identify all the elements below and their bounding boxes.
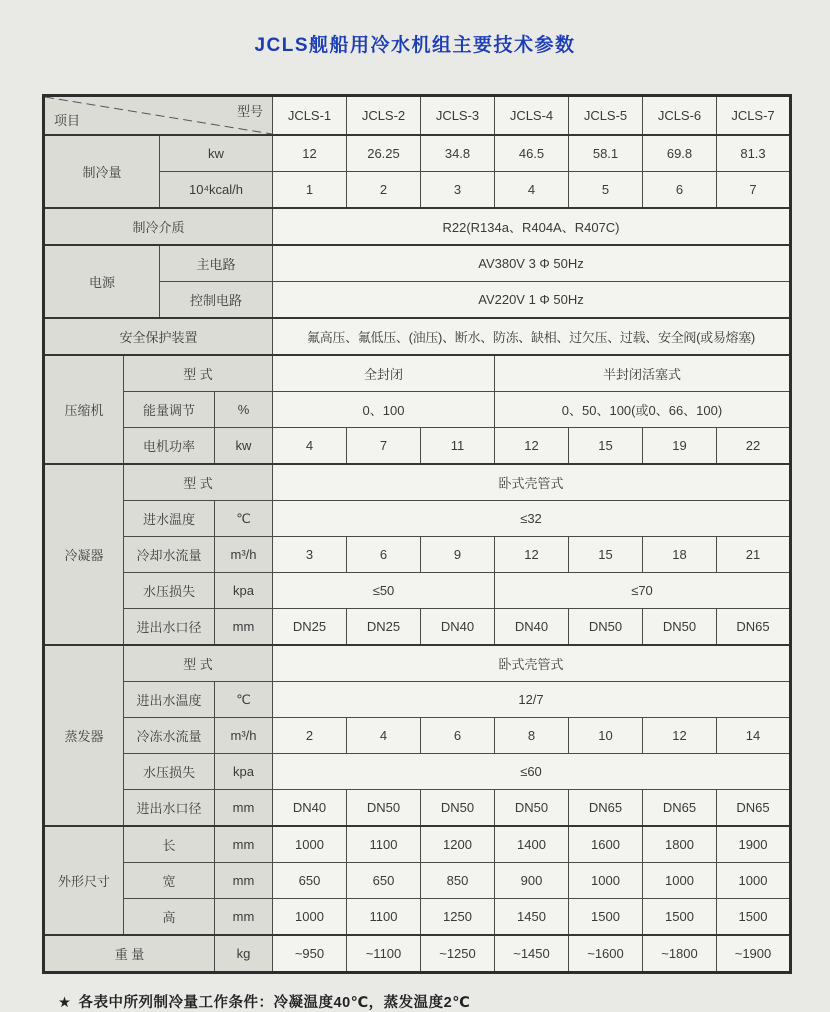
table-cell: 58.1 (569, 135, 643, 172)
table-cell: DN25 (347, 609, 421, 646)
row-compressor-energy (44, 392, 791, 428)
table-cell: DN50 (421, 790, 495, 827)
weight-unit: kg (215, 935, 273, 973)
table-cell: 11 (421, 428, 495, 465)
table-cell: 1400 (495, 826, 569, 863)
power-main-label: 主电路 (160, 245, 273, 282)
table-cell: 2 (347, 172, 421, 209)
table-cell: 1900 (717, 826, 791, 863)
model-name: JCLS-6 (643, 96, 717, 136)
table-cell: 5 (569, 172, 643, 209)
table-cell: ~1800 (643, 935, 717, 973)
table-cell: DN40 (495, 609, 569, 646)
row-safety (44, 318, 791, 355)
table-cell: 4 (273, 428, 347, 465)
table-cell: 21 (717, 537, 791, 573)
condenser-type-value: 卧式壳管式 (273, 464, 791, 501)
row-condenser-temp (44, 501, 791, 537)
table-cell: 1800 (643, 826, 717, 863)
row-refrigerant (44, 208, 791, 245)
item-header-label: 项目 (54, 113, 81, 128)
condenser-loss-right: ≤70 (495, 573, 791, 609)
table-cell: 9 (421, 537, 495, 573)
dimension-width-label: 宽 (124, 863, 215, 899)
table-cell: 1000 (273, 826, 347, 863)
evaporator-type-label: 型 式 (124, 645, 273, 682)
row-dimension-width (44, 863, 791, 899)
row-weight (44, 935, 791, 973)
header-diagonal-cell (44, 96, 273, 136)
condenser-loss-unit: kpa (215, 573, 273, 609)
dimensions-group-label: 外形尺寸 (44, 826, 124, 935)
table-cell: 3 (421, 172, 495, 209)
row-evaporator-temp (44, 682, 791, 718)
table-cell: DN50 (347, 790, 421, 827)
compressor-type-label: 型 式 (124, 355, 273, 392)
table-cell: ~1450 (495, 935, 569, 973)
refrigerant-label: 制冷介质 (44, 208, 273, 245)
safety-label: 安全保护装置 (44, 318, 273, 355)
table-cell: 1500 (569, 899, 643, 936)
dimension-height-label: 高 (124, 899, 215, 936)
row-cooling-kw (44, 135, 791, 172)
table-cell: 12 (643, 718, 717, 754)
condenser-flow-unit: m³/h (215, 537, 273, 573)
table-cell: 15 (569, 428, 643, 465)
table-cell: DN65 (717, 790, 791, 827)
evaporator-loss-value: ≤60 (273, 754, 791, 790)
table-cell: DN40 (273, 790, 347, 827)
row-dimension-length (44, 826, 791, 863)
condenser-flow-label: 冷却水流量 (124, 537, 215, 573)
spec-table (42, 94, 792, 974)
compressor-motor-label: 电机功率 (124, 428, 215, 465)
power-ctrl-label: 控制电路 (160, 282, 273, 319)
cooling-kcal-unit: 10⁴kcal/h (160, 172, 273, 209)
row-evaporator-flow (44, 718, 791, 754)
table-cell: ~1900 (717, 935, 791, 973)
compressor-energy-left: 0、100 (273, 392, 495, 428)
power-main-value: AV380V 3 Φ 50Hz (273, 245, 791, 282)
model-name: JCLS-3 (421, 96, 495, 136)
row-condenser-type (44, 464, 791, 501)
model-name: JCLS-1 (273, 96, 347, 136)
table-cell: 46.5 (495, 135, 569, 172)
table-cell: ~1100 (347, 935, 421, 973)
table-cell: 6 (421, 718, 495, 754)
table-cell: 3 (273, 537, 347, 573)
table-cell: 4 (347, 718, 421, 754)
table-cell: 6 (643, 172, 717, 209)
table-cell: 6 (347, 537, 421, 573)
table-cell: 1000 (643, 863, 717, 899)
table-cell: 12 (495, 537, 569, 573)
compressor-type-right: 半封闭活塞式 (495, 355, 791, 392)
table-cell: 7 (717, 172, 791, 209)
table-cell: 1 (273, 172, 347, 209)
row-dimension-height (44, 899, 791, 936)
compressor-type-left: 全封闭 (273, 355, 495, 392)
dimension-width-unit: mm (215, 863, 273, 899)
dimension-length-label: 长 (124, 826, 215, 863)
star-icon: ★ (58, 995, 72, 1011)
table-cell: 10 (569, 718, 643, 754)
compressor-energy-right: 0、50、100(或0、66、100) (495, 392, 791, 428)
table-cell: DN50 (495, 790, 569, 827)
weight-label: 重 量 (44, 935, 215, 973)
condenser-pipe-label: 进出水口径 (124, 609, 215, 646)
row-evaporator-pipe (44, 790, 791, 827)
refrigerant-value: R22(R134a、R404A、R407C) (273, 208, 791, 245)
evaporator-pipe-unit: mm (215, 790, 273, 827)
compressor-group-label: 压缩机 (44, 355, 124, 464)
table-cell: 34.8 (421, 135, 495, 172)
table-cell: DN65 (569, 790, 643, 827)
table-cell: 26.25 (347, 135, 421, 172)
row-evaporator-type (44, 645, 791, 682)
page-title: JCLS舰船用冷水机组主要技术参数 (254, 35, 576, 56)
table-cell: 18 (643, 537, 717, 573)
condenser-temp-unit: ℃ (215, 501, 273, 537)
table-cell: 8 (495, 718, 569, 754)
dimension-length-unit: mm (215, 826, 273, 863)
table-cell: 14 (717, 718, 791, 754)
table-cell: 850 (421, 863, 495, 899)
table-cell: DN50 (643, 609, 717, 646)
row-condenser-flow (44, 537, 791, 573)
model-name: JCLS-4 (495, 96, 569, 136)
evaporator-loss-label: 水压损失 (124, 754, 215, 790)
table-cell: 2 (273, 718, 347, 754)
table-cell: ~1600 (569, 935, 643, 973)
cooling-kw-unit: kw (160, 135, 273, 172)
condenser-type-label: 型 式 (124, 464, 273, 501)
table-cell: DN50 (569, 609, 643, 646)
condenser-temp-value: ≤32 (273, 501, 791, 537)
compressor-motor-unit: kw (215, 428, 273, 465)
compressor-energy-unit: % (215, 392, 273, 428)
model-name: JCLS-2 (347, 96, 421, 136)
table-cell: 1500 (643, 899, 717, 936)
header-row (44, 96, 791, 136)
table-cell: 1500 (717, 899, 791, 936)
power-ctrl-value: AV220V 1 Φ 50Hz (273, 282, 791, 319)
table-cell: 7 (347, 428, 421, 465)
evaporator-temp-unit: ℃ (215, 682, 273, 718)
table-cell: 1600 (569, 826, 643, 863)
table-cell: 15 (569, 537, 643, 573)
table-cell: DN65 (717, 609, 791, 646)
footnote-text: 各表中所列制冷量工作条件：冷凝温度40℃，蒸发温度2℃ (78, 995, 471, 1011)
table-cell: 1250 (421, 899, 495, 936)
condenser-group-label: 冷凝器 (44, 464, 124, 645)
model-name: JCLS-7 (717, 96, 791, 136)
evaporator-temp-label: 进出水温度 (124, 682, 215, 718)
cooling-group-label: 制冷量 (44, 135, 160, 208)
table-cell: 1100 (347, 826, 421, 863)
table-cell: 19 (643, 428, 717, 465)
condenser-pipe-unit: mm (215, 609, 273, 646)
power-group-label: 电源 (44, 245, 160, 318)
table-cell: 1450 (495, 899, 569, 936)
dimension-height-unit: mm (215, 899, 273, 936)
table-cell: 1200 (421, 826, 495, 863)
model-name: JCLS-5 (569, 96, 643, 136)
condenser-loss-label: 水压损失 (124, 573, 215, 609)
evaporator-loss-unit: kpa (215, 754, 273, 790)
table-cell: 900 (495, 863, 569, 899)
table-cell: DN40 (421, 609, 495, 646)
condenser-loss-left: ≤50 (273, 573, 495, 609)
row-condenser-loss (44, 573, 791, 609)
table-cell: 1000 (717, 863, 791, 899)
condenser-temp-label: 进水温度 (124, 501, 215, 537)
compressor-energy-label: 能量调节 (124, 392, 215, 428)
table-cell: DN65 (643, 790, 717, 827)
row-compressor-type (44, 355, 791, 392)
table-cell: 22 (717, 428, 791, 465)
table-cell: 4 (495, 172, 569, 209)
evaporator-temp-value: 12/7 (273, 682, 791, 718)
evaporator-flow-unit: m³/h (215, 718, 273, 754)
table-cell: 12 (495, 428, 569, 465)
safety-value: 氟高压、氟低压、(油压)、断水、防冻、缺相、过欠压、过载、安全阀(或易熔塞) (273, 318, 791, 355)
row-compressor-motor (44, 428, 791, 465)
table-cell: 1100 (347, 899, 421, 936)
table-cell: 1000 (569, 863, 643, 899)
evaporator-pipe-label: 进出水口径 (124, 790, 215, 827)
evaporator-type-value: 卧式壳管式 (273, 645, 791, 682)
table-cell: DN25 (273, 609, 347, 646)
evaporator-flow-label: 冷冻水流量 (124, 718, 215, 754)
row-power-main (44, 245, 791, 282)
row-evaporator-loss (44, 754, 791, 790)
row-condenser-pipe (44, 609, 791, 646)
table-cell: 12 (273, 135, 347, 172)
table-cell: 650 (273, 863, 347, 899)
table-cell: ~1250 (421, 935, 495, 973)
model-header-label: 型号 (236, 104, 263, 119)
table-cell: 1000 (273, 899, 347, 936)
table-cell: ~950 (273, 935, 347, 973)
table-cell: 69.8 (643, 135, 717, 172)
table-cell: 81.3 (717, 135, 791, 172)
table-cell: 650 (347, 863, 421, 899)
evaporator-group-label: 蒸发器 (44, 645, 124, 826)
